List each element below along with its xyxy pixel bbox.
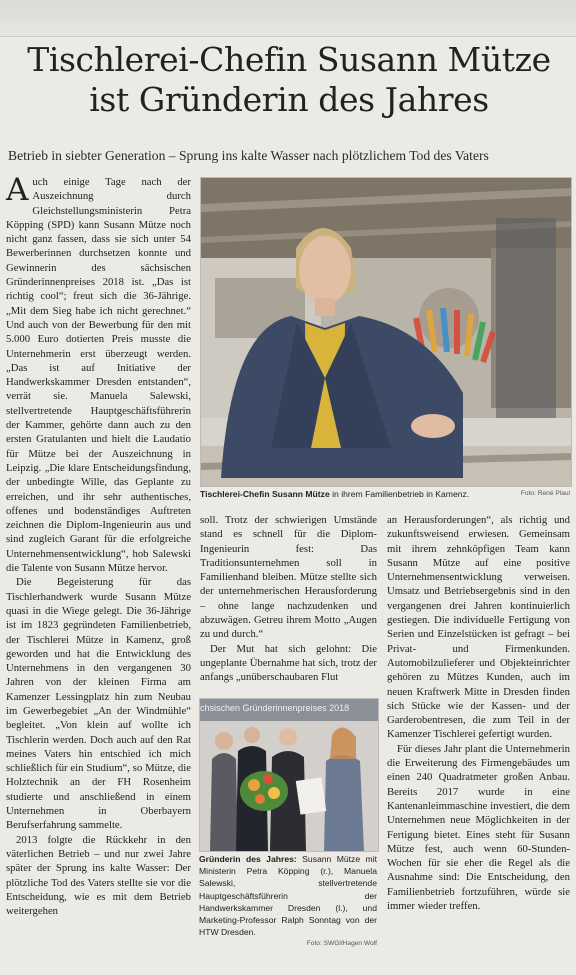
portrait-photo-image bbox=[201, 178, 571, 486]
paragraph: Für dieses Jahr plant die Unternehmerin die Erweiterung des Firmengebäudes um einen 240 Quadratmeter großen Anbau. Bereits 2017 wurde in eine Kantenanleimmaschine investiert, die dem Unternehmen neue Möglichkeiten in der Fertigung bietet. Eines steht für Susann Mütze fest, auch wenn 60-Stunden-Wochen für sie eher die Regel als die Ausnahme sind: Die Entscheidung, den Familienbetrieb fortzuführen, würde sie immer wieder treffen. bbox=[387, 742, 570, 913]
portrait-photo bbox=[200, 177, 572, 487]
caption-text: Susann Mütze mit Ministerin Petra Köpping (r.), Manuela Salewski, stellvertretende Hauptgeschäftsführerin der Handwerkskammer Dresden (l.), und Marketing-Professor Ralph Sonntag von der HTW Dresden. bbox=[199, 854, 377, 938]
paragraph: Die Begeisterung für das Tischlerhandwerk wurde Susann Mütze quasi in die Wiege gelegt. Die 36-Jährige ist im 1823 gegründeten Familienbetrieb, der Tischlerei Mütze in Kamenz, groß geworden und hat die Entwicklung des Unternehmens in den vergangenen 30 Jahren von der kleinen Firma am Kamenzer Lessingplatz hin zum Neubau im Gewerbegebiet „An der Windmühle“ begleitet. „Von klein auf wollte ich Tischlerin werden. Doch auch auf den Rat meines Vaters hin entschied ich mich schließlich für ein Studium“, so Mütze, die Holztechnik an der FH Rosenheim studierte und anschließend in einem Unternehmen in Oberbayern Berufserfahrung sammelte. bbox=[6, 576, 191, 832]
caption-title: Tischlerei-Chefin Susann Mütze bbox=[200, 489, 330, 499]
headline bbox=[6, 40, 572, 120]
headline-line-2: ist Gründerin des Jahres bbox=[89, 80, 489, 119]
drop-cap: A bbox=[6, 172, 29, 208]
photo-credit: Foto: SWGl/Hagen Wolf bbox=[306, 940, 377, 948]
paragraph: 2013 folgte die Rückkehr in den väterlichen Betrieb – und nur zwei Jahre später der Sprung ins kalte Wasser: Der plötzliche Tod des Vaters stellte sie vor die Entscheidung, wie es mit dem Betrieb weitergehen bbox=[6, 833, 191, 918]
award-photo bbox=[199, 698, 379, 852]
article-column-2 bbox=[200, 513, 377, 685]
paragraph-text: uch einige Tage nach der Auszeichnung durch Gleichstellungsministerin Petra Köpping (SPD) kann Susann Mütze noch nicht ganz fassen, dass sie sich unter 54 Bewerberinnen durchsetzen konnte und Gewinnerin des sächsischen Gründerinnenpreises 2018 ist. „Das ist richtig cool“; freut sich die 36-Jährige. „Mit dem Sieg habe ich nicht gerechnet.“ Und auch von der Bewerbung für den mit 5.000 Euro dotierten Preis musste die Unternehmerin erst überzeugt werden. „Das ist auf Initiative der Handwerkskammer Dresden entstanden“, verrät sie. Manuela Salewski, stellvertretende Hauptgeschäftsführerin der Kammer, gehörte dann auch zu den ersten Gratulanten und hielt die Laudatio für Mütze bei der Auszeichnung in Leipzig. „Die klare Entscheidungsfindung, der unbedingte Wille, das Geplante zu erreichen, und ihr sehr authentisches, offenes und bodenständiges Auftreten zeichnen die Diplom-Ingenieurin aus und sind zugleich Garant für die erfolgreiche Unternehmensentwicklung“, hob Salewski die Talente von Susann Mütze hervor. bbox=[6, 176, 191, 575]
headline-line-1: Tischlerei-Chefin Susann Mütze bbox=[27, 40, 551, 79]
subheadline: Betrieb in siebter Generation – Sprung ins kalte Wasser nach plötzlichem Tod des Vaters bbox=[8, 148, 489, 163]
paragraph: an Herausforderungen“, als richtig und zukunftsweisend erwiesen. Gemeinsam mit ihrem zehnköpfigen Team kann Susann Mütze auf eine positive Unternehmensentwicklung verweisen. Umsatz und Betriebsergebnis sind in den vergangenen drei Jahren kontinuierlich gestiegen. Die individuelle Fertigung von Serien und Einzelstücken ist gefragt – bei Privat- und Firmenkunden. Automobilzulieferer und Objekteinrichter gehören zu Mützes Kunden, auch im neuen Kraftwerk Mitte in Dresden finden sich Stücke wie der Kassen- und der Garderobentresen, die zum Teil in der Kamenzer Tischlerei gefertigt wurden. bbox=[387, 514, 570, 741]
photo-caption-2 bbox=[199, 853, 377, 951]
photo-credit: Foto: René Plaul bbox=[520, 490, 570, 497]
award-photo-image bbox=[200, 699, 378, 851]
article-column-3 bbox=[387, 513, 570, 913]
caption-text: in ihrem Familienbetrieb in Kamenz. bbox=[329, 489, 470, 499]
caption-title: Gründerin des Jahres: bbox=[199, 854, 297, 864]
award-banner-text: chsischen Gründerinnenpreises 2018 bbox=[200, 703, 350, 713]
paragraph: soll. Trotz der schwierigen Umstände stand es schnell für die Diplom-Ingenieurin fest: Das Traditionsunternehmen soll in Familienhand bleiben. Mütze stellte sich der unternehmerischen Herausforderung – ohne lange nachzudenken und abzuwägen. Getreu ihrem Motto „Augen zu und durch.“ bbox=[200, 514, 377, 641]
paragraph: Der Mut hat sich gelohnt: Die ungeplante Übernahme hat sich, trotz der anfangs „unüberschaubaren Flut bbox=[200, 642, 377, 684]
photo-caption-1 bbox=[200, 488, 570, 500]
paragraph bbox=[6, 172, 191, 575]
article-column-1 bbox=[6, 172, 191, 918]
previous-article-bleed bbox=[0, 0, 576, 37]
